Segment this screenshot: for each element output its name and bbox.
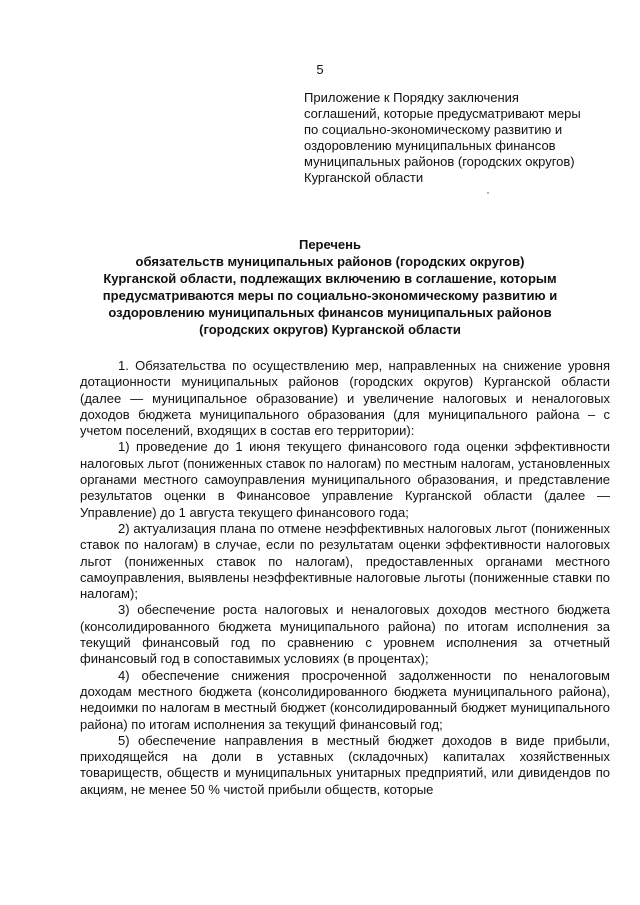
appendix-note — [304, 90, 604, 186]
appendix-line: Курганской области — [304, 170, 424, 185]
paragraph-item-4: 4) обеспечение снижения просроченной задолженности по неналоговым доходам местного бюджета (консолидированного бюджета муниципального района), недоимки по налогам в местный бюджет (консолидированный бюджет муниципального района) по итогам исполнения за текущий финансовый год; — [80, 667, 610, 732]
paragraph-item-5: 5) обеспечение направления в местный бюджет доходов в виде прибыли, приходящейся на доли в уставных (складочных) капиталах хозяйственных товариществ, обществ и муниципальных унитарных предприятий, или дивидендов по акциям, не менее 50 % чистой прибыли обществ, которые — [80, 732, 610, 797]
paragraph-obligations-intro: 1. Обязательства по осуществлению мер, направленных на снижение уровня дотационности муниципальных районов (городских округов) Курганской области (далее — муниципальное образование) и увеличение налоговых и неналоговых доходов бюджета муниципального образования (для муниципального района – с учетом поселений, входящих в состав его территории): — [80, 358, 610, 439]
appendix-line: соглашений, которые предусматривают меры — [304, 106, 581, 121]
appendix-line: Приложение к Порядку заключения — [304, 90, 519, 105]
appendix-line: муниципальных районов (городских округов) — [304, 154, 575, 169]
page-number: 5 — [316, 62, 324, 77]
heading-line: предусматриваются меры по социально-экономическому развитию и — [102, 288, 558, 303]
heading-line: оздоровлению муниципальных финансов муниципальных районов — [108, 305, 552, 320]
paragraph-item-1: 1) проведение до 1 июня текущего финансового года оценки эффективности налоговых льгот (пониженных ставок по налогам) по местным налогам, установленных органами местного самоуправления муниципального образования, и представление результатов оценки в Финансовое управление Курганской области (далее — Управление) до 1 августа текущего финансового года; — [80, 439, 610, 520]
heading-line: обязательств муниципальных районов (городских округов) — [135, 254, 525, 269]
paragraph-item-2: 2) актуализация плана по отмене неэффективных налоговых льгот (пониженных ставок по налогам) в случае, если по результатам оценки эффективности налоговых льгот (пониженных ставок по налогам), предоставленных органами местного самоуправления, выявлены неэффективные налоговые льготы (пониженные ставки по налогам); — [80, 520, 610, 602]
appendix-line: оздоровлению муниципальных финансов — [304, 138, 556, 153]
heading-line: Курганской области, подлежащих включению в соглашение, которым — [103, 271, 557, 286]
scan-mark — [487, 192, 489, 194]
document-heading — [40, 236, 620, 338]
paragraph-item-3: 3) обеспечение роста налоговых и неналоговых доходов местного бюджета (консолидированного бюджета муниципального района) по итогам исполнения за текущий финансовый год по сравнению с уровнем исполнения за отчетный финансовый год в сопоставимых условиях (в процентах); — [80, 602, 610, 667]
heading-line: Перечень — [298, 237, 362, 252]
appendix-line: по социально-экономическому развитию и — [304, 122, 563, 137]
heading-line: (городских округов) Курганской области — [199, 322, 461, 337]
document-body — [80, 358, 610, 798]
